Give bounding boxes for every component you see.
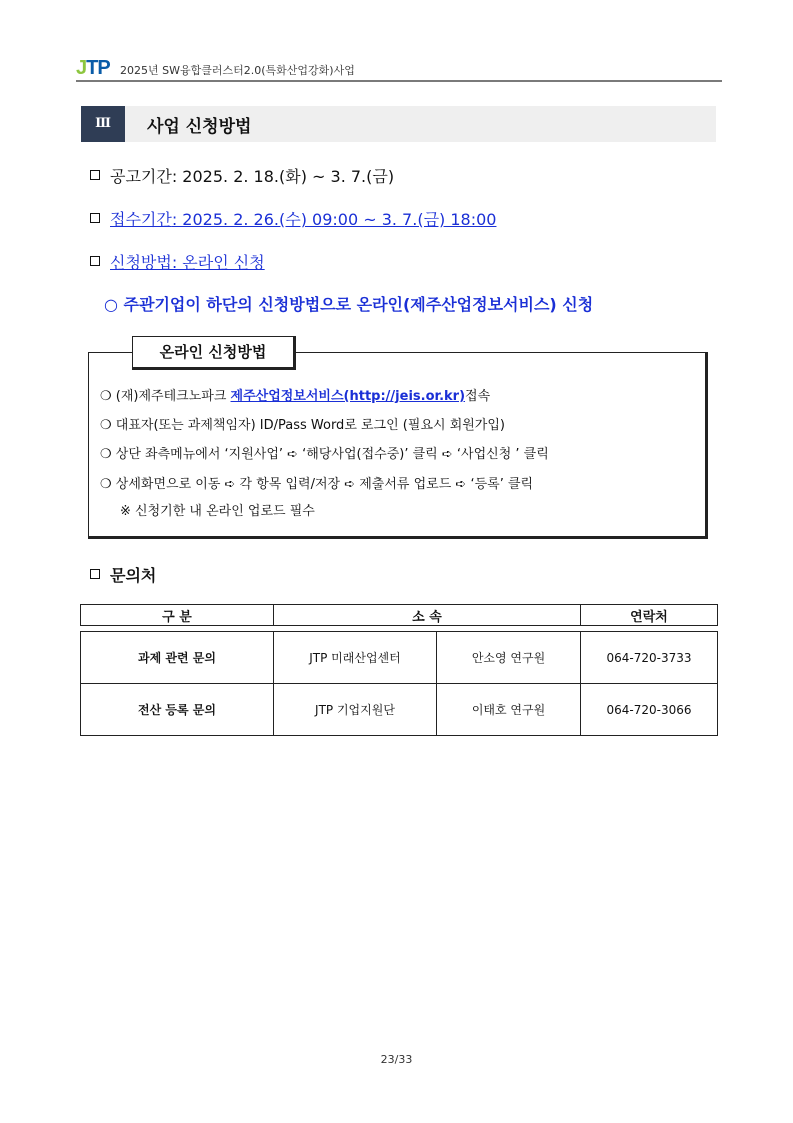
section-bar	[81, 106, 716, 142]
receipt-label: 접수기간	[110, 210, 172, 229]
row-category: 과제 관련 문의	[81, 632, 274, 684]
section-number: Ⅲ	[81, 106, 125, 142]
row-department: JTP 미래산업센터	[274, 632, 437, 684]
header-contact: 연락처	[581, 605, 718, 626]
row-phone: 064-720-3733	[581, 632, 718, 684]
contact-table	[80, 631, 718, 736]
section-title: 사업 신청방법	[147, 117, 252, 137]
checkbox-square-icon	[90, 569, 100, 579]
method-detail: ○ 주관기업이 하단의 신청방법으로 온라인(제주산업정보서비스) 신청	[104, 295, 594, 314]
row-category: 전산 등록 문의	[81, 684, 274, 736]
header-affiliation: 소 속	[274, 605, 581, 626]
period-value: : 2025. 2. 18.(화) ~ 3. 7.(금)	[171, 167, 395, 186]
online-method-title: 온라인 신청방법	[132, 336, 296, 370]
jeis-link[interactable]: 제주산업정보서비스(http://jeis.or.kr)	[230, 389, 466, 404]
checkbox-square-icon	[90, 213, 100, 223]
contact-table-header	[80, 604, 718, 626]
method-text: 신청방법: 온라인 신청	[110, 253, 265, 272]
application-method	[90, 250, 265, 273]
online-note: ※ 신청기한 내 온라인 업로드 필수	[120, 504, 315, 519]
jtp-logo: JTP	[76, 57, 110, 79]
checkbox-square-icon	[90, 256, 100, 266]
table-row	[81, 684, 718, 736]
row-department: JTP 기업지원단	[274, 684, 437, 736]
table-row	[81, 632, 718, 684]
contact-heading: 문의처	[90, 563, 156, 586]
receipt-value: : 2025. 2. 26.(수) 09:00 ~ 3. 7.(금) 18:00	[171, 210, 497, 229]
page-number: 23/33	[380, 1053, 413, 1066]
announcement-period	[90, 164, 394, 187]
period-label: 공고기간	[110, 167, 172, 186]
header-title: 2025년 SW융합클러스터2.0(특화산업강화)사업	[120, 64, 355, 77]
receipt-period	[90, 207, 496, 230]
online-step-4: ❍ 상세화면으로 이동 ➪ 각 항목 입력/저장 ➪ 제출서류 업로드 ➪ ‘등록’ 클릭	[100, 477, 534, 492]
row-person: 이태호 연구원	[437, 684, 581, 736]
header-category: 구 분	[81, 605, 274, 626]
checkbox-square-icon	[90, 170, 100, 180]
row-phone: 064-720-3066	[581, 684, 718, 736]
online-step-2: ❍ 대표자(또는 과제책임자) ID/Pass Word로 로그인 (필요시 회원가입)	[100, 418, 505, 433]
online-step-1: ❍ (재)제주테크노파크 제주산업정보서비스(http://jeis.or.kr)접속	[100, 389, 491, 404]
header-divider	[76, 80, 722, 82]
page-header	[76, 58, 722, 82]
row-person: 안소영 연구원	[437, 632, 581, 684]
online-step-3: ❍ 상단 좌측메뉴에서 ‘지원사업’ ➪ ‘해당사업(접수중)’ 클릭 ➪ ‘사업신청 ’ 클릭	[100, 447, 549, 462]
